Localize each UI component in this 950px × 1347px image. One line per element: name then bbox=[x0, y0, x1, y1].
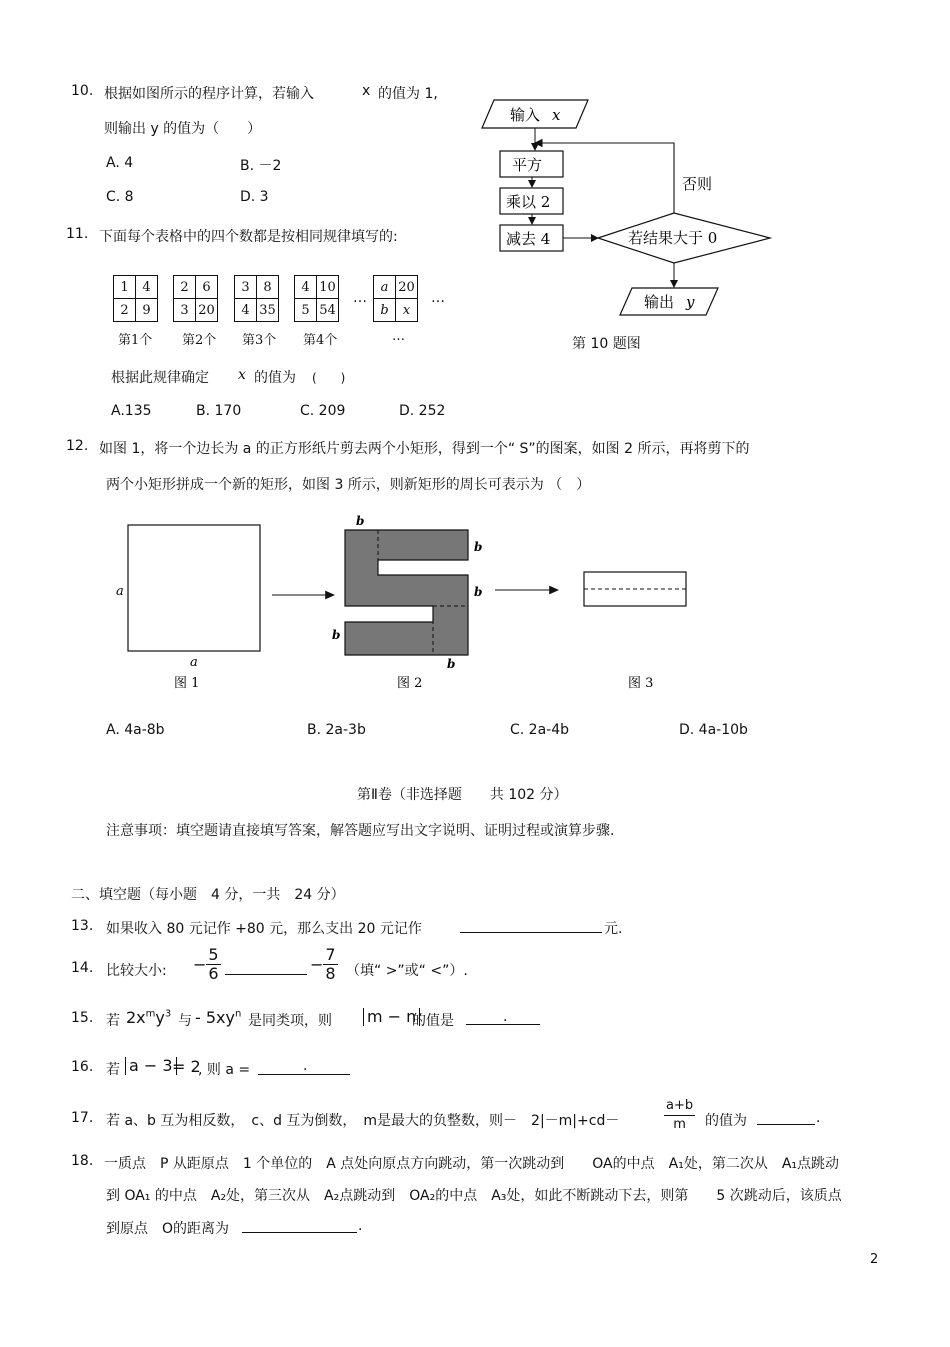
section-2-title: 第Ⅱ卷（非选择题 共 102 分） bbox=[357, 787, 568, 803]
fig2-label-b-top: b bbox=[356, 514, 365, 528]
flow-times2-label: 乘以 2 bbox=[506, 193, 551, 211]
grid-cell: 8 bbox=[257, 276, 279, 299]
q10-option-c: C. 8 bbox=[106, 189, 134, 205]
q14-f1-num: 5 bbox=[208, 945, 219, 964]
grid-cell: 2 bbox=[114, 299, 136, 322]
q15-term-1-base: 2x bbox=[126, 1008, 146, 1027]
q10-option-d: D. 3 bbox=[240, 189, 269, 205]
flow-minus4-box bbox=[500, 225, 563, 251]
q10-stem-line1: 根据如图所示的程序计算，若输入 bbox=[104, 86, 314, 102]
flow-times2-box bbox=[500, 188, 563, 214]
grid-cell: 4 bbox=[136, 276, 158, 299]
flow-output-var: y bbox=[686, 293, 695, 311]
flow-output-box bbox=[620, 288, 718, 315]
grid-cell: 9 bbox=[136, 299, 158, 322]
q14-f1-den: 6 bbox=[208, 964, 219, 983]
q15-with: 与 bbox=[178, 1013, 192, 1029]
flow-square-box bbox=[500, 151, 563, 177]
fig2-label-b-right-mid: b bbox=[474, 585, 483, 599]
q11-grid-2-label: 第2个 bbox=[182, 333, 217, 348]
q16-pre: 若 bbox=[106, 1062, 120, 1078]
fig2-label-b-bottom: b bbox=[447, 657, 456, 671]
q11-grid-4-label: 第4个 bbox=[303, 333, 338, 348]
q11-option-a: A.135 bbox=[111, 403, 152, 419]
q17-frac-num: a+b bbox=[664, 1097, 695, 1116]
q15-tail: 的值是 bbox=[412, 1013, 454, 1029]
page-number: 2 bbox=[870, 1252, 879, 1267]
q14-tail: （填“ >”或“ <”）. bbox=[346, 963, 468, 979]
q16-abs-expr: a − 3 bbox=[125, 1057, 177, 1075]
q15-term-1-exp: m bbox=[145, 1008, 156, 1020]
q11-var-x: x bbox=[238, 367, 246, 383]
q17-text: 若 a、b 互为相反数， c、d 互为倒数， m是最大的负整数，则－ 2|－m|+cd－ bbox=[106, 1113, 620, 1129]
flow-output-label: 输出 bbox=[644, 293, 675, 311]
q16-abs bbox=[125, 1056, 177, 1075]
grid-cell: 20 bbox=[196, 299, 218, 322]
q12-option-d: D. 4a-10b bbox=[679, 722, 748, 738]
q18-line1: 一质点 P 从距原点 1 个单位的 A 点处向原点方向跳动，第一次跳动到 OA的中点 A₁处，第二次从 A₁点跳动 bbox=[104, 1156, 840, 1172]
q13-answer-blank[interactable] bbox=[460, 918, 602, 933]
q15-term-2 bbox=[195, 1008, 241, 1027]
grid-cell: b bbox=[374, 299, 396, 322]
q11-grid-1-label: 第1个 bbox=[118, 333, 153, 348]
q14-minus-1: − bbox=[193, 955, 207, 974]
q11-option-d: D. 252 bbox=[399, 403, 446, 419]
q14-text: 比较大小: bbox=[106, 963, 167, 979]
q12-stem-line2: 两个小矩形拼成一个新的矩形，如图 3 所示，则新矩形的周长可表示为 （ ） bbox=[106, 477, 591, 493]
flow-else-label: 否则 bbox=[682, 175, 713, 193]
q12-figures bbox=[110, 505, 710, 705]
q11-grid-3 bbox=[234, 275, 279, 322]
flow-decision-label: 若结果大于 0 bbox=[628, 229, 718, 247]
grid-cell: 54 bbox=[317, 299, 339, 322]
section-2-note: 注意事项：填空题请直接填写答案，解答题应写出文字说明、证明过程或演算步骤. bbox=[106, 823, 615, 839]
q10-figure-caption: 第 10 题图 bbox=[572, 336, 641, 352]
grid-cell: 20 bbox=[396, 276, 418, 299]
grid-cell: 2 bbox=[174, 276, 196, 299]
fig2-label-b-right-top: b bbox=[474, 540, 483, 554]
q15-term-1-y-exp: 3 bbox=[164, 1008, 172, 1020]
q10-number: 10. bbox=[71, 83, 94, 99]
q11-grid-5 bbox=[373, 275, 418, 322]
q18-dot: . bbox=[358, 1218, 363, 1234]
q11-question: 根据此规律确定 bbox=[111, 370, 209, 386]
q11-grid-3-label: 第3个 bbox=[242, 333, 277, 348]
fig1-label-a-bottom: a bbox=[190, 655, 198, 670]
q11-ellipsis-2: … bbox=[431, 290, 445, 306]
q14-fraction-2 bbox=[310, 946, 338, 983]
q10-var-x: x bbox=[362, 83, 371, 99]
grid-cell: a bbox=[374, 276, 396, 299]
q17-answer-blank[interactable] bbox=[757, 1110, 815, 1125]
q17-number: 17. bbox=[71, 1110, 94, 1126]
fig2-caption: 图 2 bbox=[397, 676, 423, 691]
q12-figure-3-rectangle bbox=[584, 572, 686, 606]
grid-cell: 5 bbox=[295, 299, 317, 322]
q12-option-a: A. 4a-8b bbox=[106, 722, 165, 738]
q15-term-2-base: - 5xy bbox=[195, 1008, 235, 1027]
q13-number: 13. bbox=[71, 918, 94, 934]
flow-minus4-label: 减去 4 bbox=[506, 230, 551, 248]
fig2-label-b-left: b bbox=[332, 628, 341, 642]
q14-fraction-1 bbox=[193, 946, 221, 983]
grid-cell: 35 bbox=[257, 299, 279, 322]
q17-dot: . bbox=[816, 1110, 821, 1126]
q11-stem: 下面每个表格中的四个数都是按相同规律填写的: bbox=[99, 229, 398, 245]
q15-abs-expr: m − n bbox=[363, 1008, 420, 1026]
q16-mid: , 则 a = bbox=[198, 1062, 251, 1078]
q12-figure-2-s-shape bbox=[345, 530, 468, 655]
q13-tail: 元. bbox=[604, 921, 623, 937]
q15-mid: 是同类项，则 bbox=[248, 1013, 332, 1029]
grid-cell: 4 bbox=[295, 276, 317, 299]
q11-grid-5-label: … bbox=[392, 329, 405, 344]
grid-cell: 3 bbox=[235, 276, 257, 299]
q18-line3: 到原点 O的距离为 bbox=[106, 1221, 230, 1237]
q12-figure-1-square bbox=[128, 525, 260, 651]
flow-decision-diamond bbox=[598, 213, 770, 263]
q11-grid-1 bbox=[113, 275, 158, 322]
q15-dot: . bbox=[503, 1009, 508, 1025]
q15-term-1-y: y bbox=[155, 1008, 165, 1027]
q11-option-c: C. 209 bbox=[300, 403, 346, 419]
q12-option-c: C. 2a-4b bbox=[510, 722, 570, 738]
q14-f2-den: 8 bbox=[325, 964, 336, 983]
flow-input-var: x bbox=[552, 106, 561, 124]
q11-option-b: B. 170 bbox=[196, 403, 242, 419]
q10-stem-line2: 则输出 y 的值为（ ） bbox=[104, 121, 262, 137]
grid-cell: 10 bbox=[317, 276, 339, 299]
q11-question-2: 的值为 bbox=[254, 370, 296, 386]
q11-grid-2 bbox=[173, 275, 218, 322]
q17-fraction bbox=[664, 1097, 695, 1134]
q15-term-2-exp: n bbox=[234, 1008, 242, 1020]
q18-number: 18. bbox=[71, 1153, 94, 1169]
q10-flowchart bbox=[480, 95, 780, 320]
q14-f2-num: 7 bbox=[325, 945, 336, 964]
q11-paren: ( ) bbox=[312, 371, 346, 385]
q13-text: 如果收入 80 元记作 +80 元，那么支出 20 元记作 bbox=[106, 921, 422, 937]
grid-cell: 1 bbox=[114, 276, 136, 299]
q10-option-a: A. 4 bbox=[106, 155, 134, 171]
q15-pre: 若 bbox=[106, 1013, 120, 1029]
q12-option-b: B. 2a-3b bbox=[307, 722, 366, 738]
q14-minus-2: − bbox=[310, 955, 324, 974]
q16-number: 16. bbox=[71, 1059, 94, 1075]
q16-dot: . bbox=[303, 1058, 308, 1074]
grid-cell: 3 bbox=[174, 299, 196, 322]
q18-line2: 到 OA₁ 的中点 A₂处，第三次从 A₂点跳动到 OA₂的中点 A₃处，如此不断跳动下去，则第 5 次跳动后，该质点 bbox=[106, 1188, 842, 1204]
grid-cell: 6 bbox=[196, 276, 218, 299]
fig1-caption: 图 1 bbox=[174, 676, 200, 691]
flow-square-label: 平方 bbox=[512, 156, 543, 174]
q10-stem-line1b: 的值为 1, bbox=[378, 86, 438, 102]
flow-input-box bbox=[482, 100, 588, 128]
fig1-label-a-left: a bbox=[116, 584, 124, 599]
q11-ellipsis-1: … bbox=[353, 290, 367, 306]
flow-input-label: 输入 bbox=[510, 106, 541, 124]
q11-grid-4 bbox=[294, 275, 339, 322]
q17-frac-den: m bbox=[673, 1117, 686, 1132]
q17-tail: 的值为 bbox=[705, 1113, 747, 1129]
q16-eq: = 2 bbox=[172, 1057, 201, 1076]
fig3-caption: 图 3 bbox=[628, 676, 654, 691]
q18-answer-blank[interactable] bbox=[242, 1218, 357, 1233]
grid-cell: x bbox=[396, 299, 418, 322]
q12-stem-line1: 如图 1，将一个边长为 a 的正方形纸片剪去两个小矩形，得到一个“ S”的图案，如图 2 所示，再将剪下的 bbox=[99, 441, 750, 457]
q12-number: 12. bbox=[66, 438, 89, 454]
q11-number: 11. bbox=[66, 226, 89, 242]
fill-heading: 二、填空题（每小题 4 分，一共 24 分） bbox=[71, 887, 345, 903]
q15-number: 15. bbox=[71, 1010, 94, 1026]
grid-cell: 4 bbox=[235, 299, 257, 322]
q15-term-1 bbox=[126, 1008, 171, 1027]
q14-answer-blank[interactable] bbox=[225, 960, 307, 975]
q14-number: 14. bbox=[71, 960, 94, 976]
q10-option-b: B. －2 bbox=[240, 158, 282, 174]
